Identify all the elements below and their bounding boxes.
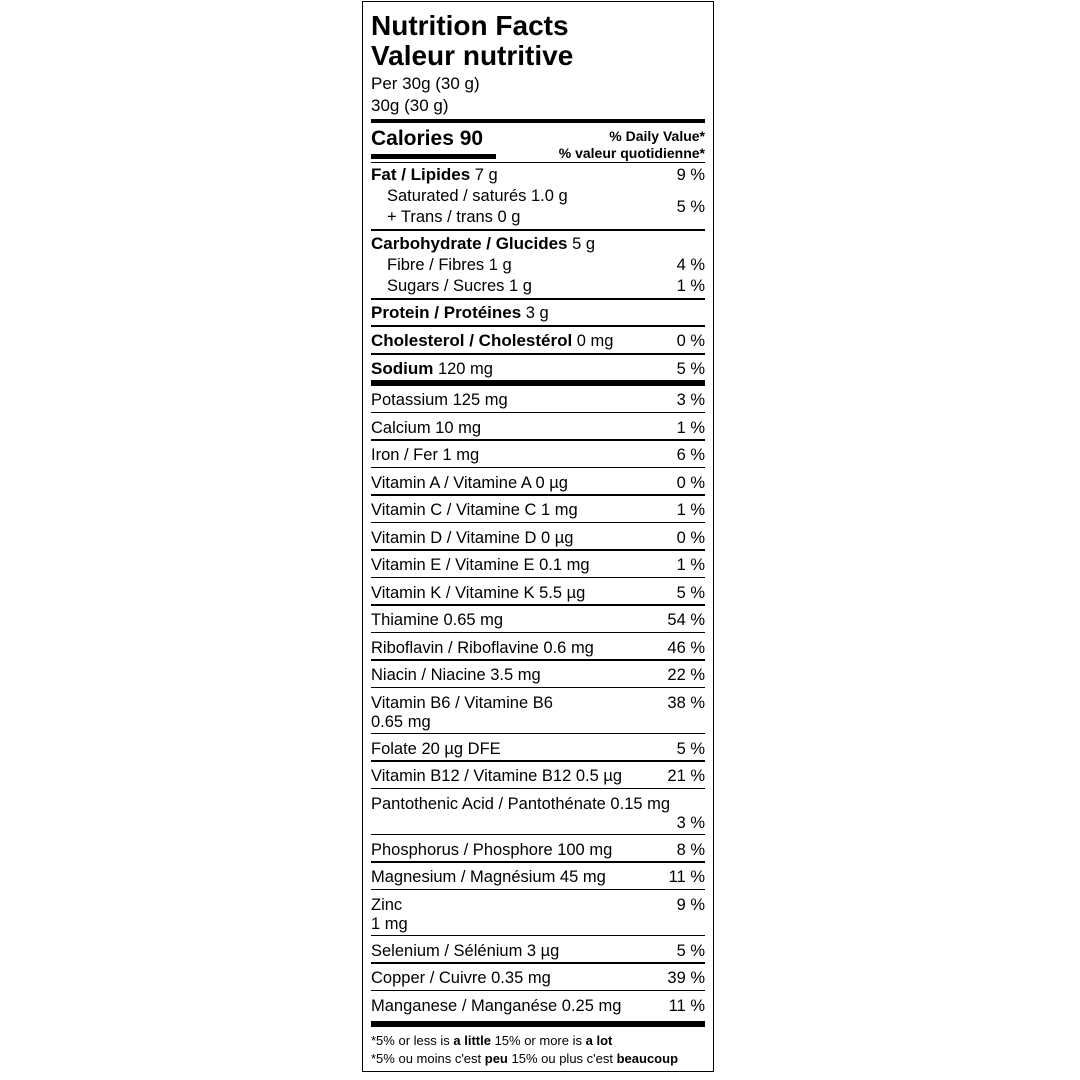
calories-label: Calories — [371, 127, 454, 150]
micronutrient-label: Vitamin C / Vitamine C 1 mg — [371, 501, 578, 519]
divider — [371, 659, 705, 661]
carb-label: Carbohydrate / Glucides — [371, 234, 568, 253]
micronutrient-pct: 22 % — [667, 666, 705, 684]
footnote-english — [371, 1032, 705, 1050]
micronutrient-pct: 5 % — [676, 739, 705, 758]
micronutrient-pct: 11 % — [668, 868, 705, 886]
divider — [371, 834, 705, 836]
divider — [371, 549, 705, 551]
divider — [371, 229, 705, 231]
micronutrient-pct: 38 % — [667, 693, 705, 712]
divider — [371, 861, 705, 863]
micronutrient-pct: 1 % — [676, 418, 705, 437]
micronutrient-label: Pantothenic Acid / Pantothénate 0.15 mg — [371, 794, 671, 813]
micronutrient-label: Manganese / Manganése 0.25 mg — [371, 996, 622, 1015]
micronutrient-amount: 0.65 mg — [371, 712, 431, 731]
divider — [371, 494, 705, 496]
thick-divider — [371, 1021, 705, 1027]
divider — [371, 788, 705, 790]
micronutrient-pct: 21 % — [667, 767, 705, 785]
divider — [371, 962, 705, 964]
fat-amount: 7 g — [474, 166, 498, 184]
micronutrient-pct: 0 % — [676, 528, 705, 547]
micronutrient-label: Iron / Fer 1 mg — [371, 446, 480, 464]
micronutrient-label: Copper / Cuivre 0.35 mg — [371, 969, 551, 987]
divider — [371, 325, 705, 327]
carb-amount: 5 g — [572, 235, 596, 253]
calories — [371, 127, 483, 151]
sodium-amount: 120 mg — [437, 360, 493, 378]
micronutrient-pct: 3 % — [676, 813, 705, 832]
micronutrient-pct: 5 % — [676, 583, 705, 602]
footnote-bold: peu — [484, 1051, 508, 1066]
divider — [371, 733, 705, 735]
cholesterol-pct: 0 % — [676, 332, 705, 350]
micronutrient-pct: 1 % — [676, 501, 705, 519]
thick-divider — [371, 119, 705, 123]
daily-value-header-fr: % valeur quotidienne* — [558, 145, 705, 161]
micronutrient-pct: 6 % — [676, 446, 705, 464]
nutrition-facts-label — [362, 1, 714, 1072]
fibre-row — [371, 255, 705, 275]
divider — [371, 439, 705, 441]
micronutrient-label: Phosphorus / Phosphore 100 mg — [371, 840, 613, 859]
sat-trans-pct: 5 % — [676, 198, 705, 216]
divider — [371, 760, 705, 762]
cholesterol-amount: 0 mg — [576, 332, 614, 350]
micronutrient-pct: 1 % — [676, 556, 705, 574]
divider — [371, 577, 705, 579]
divider — [371, 632, 705, 634]
protein-amount: 3 g — [525, 304, 549, 322]
label-body — [371, 2, 705, 1071]
divider — [371, 889, 705, 891]
footnote-text: *5% ou moins c'est — [371, 1051, 485, 1066]
micronutrient-pct: 46 % — [667, 638, 705, 657]
micronutrient-pct: 3 % — [676, 391, 705, 409]
title-french: Valeur nutritive — [371, 40, 574, 71]
protein-label: Protein / Protéines — [371, 303, 522, 322]
daily-value-header — [559, 128, 705, 162]
divider — [371, 522, 705, 524]
footnote-text: 15% ou plus c'est — [507, 1051, 617, 1066]
divider — [371, 412, 705, 414]
micronutrient-label: Potassium 125 mg — [371, 391, 508, 409]
micronutrient-label: Vitamin B6 / Vitamine B6 — [371, 693, 553, 712]
divider — [371, 467, 705, 469]
divider — [371, 604, 705, 606]
micronutrient-label: Vitamin K / Vitamine K 5.5 µg — [371, 583, 586, 602]
micronutrient-label: Riboflavin / Riboflavine 0.6 mg — [371, 638, 594, 657]
sodium-pct: 5 % — [676, 360, 705, 378]
divider — [371, 353, 705, 355]
micronutrient-label: Selenium / Sélénium 3 µg — [371, 941, 560, 960]
micronutrient-label: Vitamin A / Vitamine A 0 µg — [371, 473, 568, 492]
divider — [371, 298, 705, 300]
cholesterol-label: Cholesterol / Cholestérol — [371, 331, 573, 350]
calories-value: 90 — [459, 127, 484, 150]
micronutrient-pct: 39 % — [667, 969, 705, 987]
fibre-label: Fibre / Fibres 1 g — [387, 256, 512, 274]
micronutrient-pct: 8 % — [676, 840, 705, 859]
micronutrient-label: Vitamin D / Vitamine D 0 µg — [371, 528, 574, 547]
sodium-label: Sodium — [371, 359, 434, 378]
calories-underline — [371, 154, 496, 159]
micronutrient-label: Zinc — [371, 895, 403, 914]
serving-size-alt: 30g (30 g) — [371, 96, 449, 115]
sugars-row — [371, 276, 705, 296]
trans-label: + Trans / trans 0 g — [387, 208, 521, 226]
footnote-text: *5% or less is — [371, 1033, 454, 1048]
fat-pct: 9 % — [676, 166, 705, 184]
thick-divider — [371, 380, 705, 386]
footnote-text: 15% or more is — [490, 1033, 586, 1048]
sugars-label: Sugars / Sucres 1 g — [387, 277, 532, 295]
footnote-french — [371, 1050, 705, 1068]
footnote-bold: a lot — [585, 1033, 613, 1048]
divider — [371, 687, 705, 689]
serving-size: Per 30g (30 g) — [371, 74, 480, 93]
micronutrient-pct: 54 % — [667, 611, 705, 629]
saturated-row — [371, 186, 705, 206]
micronutrient-label: Thiamine 0.65 mg — [371, 611, 504, 629]
micronutrient-label: Vitamin E / Vitamine E 0.1 mg — [371, 556, 590, 574]
daily-value-header-en: % Daily Value* — [609, 128, 705, 144]
footnote-bold: a little — [453, 1033, 491, 1048]
micronutrient-pct: 11 % — [668, 996, 705, 1015]
micronutrient-label: Vitamin B12 / Vitamine B12 0.5 µg — [371, 767, 623, 785]
micronutrient-amount: 1 mg — [371, 914, 408, 933]
fat-label: Fat / Lipides — [371, 165, 471, 184]
micronutrient-label: Magnesium / Magnésium 45 mg — [371, 868, 606, 886]
micronutrient-label: Calcium 10 mg — [371, 418, 482, 437]
footnote-bold: beaucoup — [616, 1051, 679, 1066]
micronutrient-pct: 5 % — [676, 941, 705, 960]
micronutrient-pct: 0 % — [676, 473, 705, 492]
micronutrient-pct: 9 % — [676, 895, 705, 914]
trans-row — [371, 207, 705, 227]
fibre-pct: 4 % — [676, 256, 705, 274]
micronutrient-label: Folate 20 µg DFE — [371, 739, 501, 758]
saturated-label: Saturated / saturés 1.0 g — [387, 187, 568, 205]
divider — [371, 162, 705, 163]
micronutrient-label: Niacin / Niacine 3.5 mg — [371, 666, 541, 684]
title-english: Nutrition Facts — [371, 10, 569, 41]
divider — [371, 935, 705, 937]
sugars-pct: 1 % — [676, 277, 705, 295]
divider — [371, 990, 705, 992]
